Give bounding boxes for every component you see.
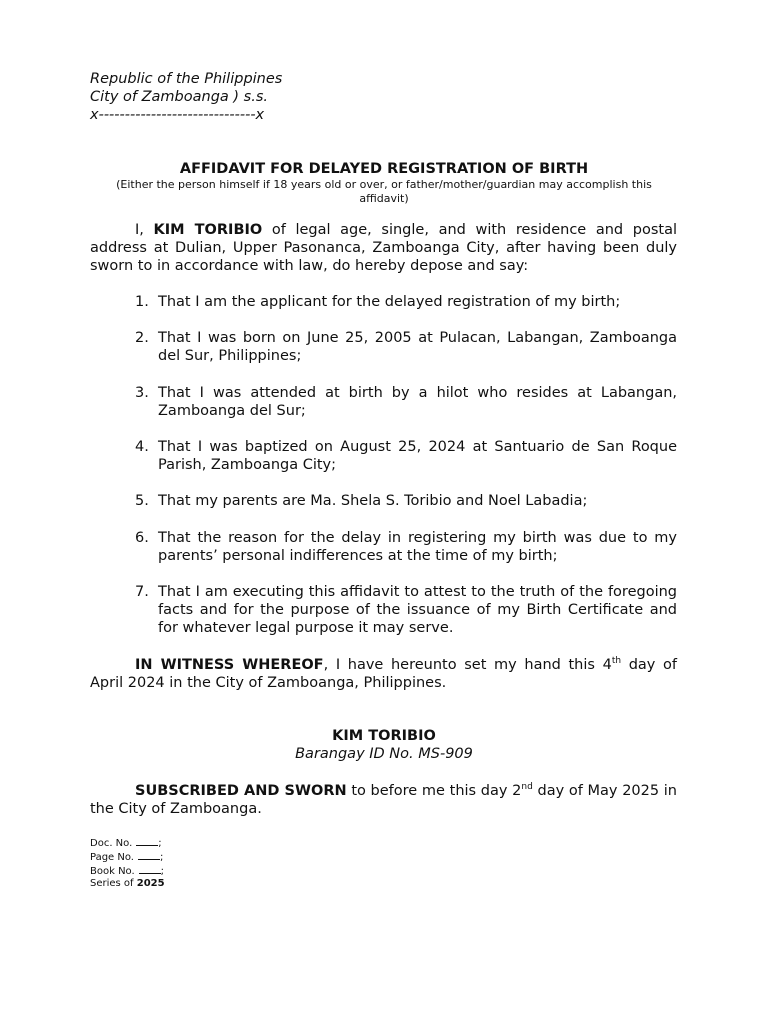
jurat-text-1: to before me this day 2 (346, 783, 522, 799)
book-no-blank (139, 864, 161, 874)
witness-lead: IN WITNESS WHEREOF (135, 657, 324, 673)
statement-item (90, 438, 677, 474)
caption-city: City of Zamboanga ) s.s. (90, 89, 269, 105)
series-label: Series of (90, 878, 137, 889)
book-no-label: Book No. (90, 866, 135, 877)
document-subtitle: (Either the person himself if 18 years old or over, or father/mother/guardian may accomplish this affidavit) (116, 178, 652, 205)
statement-text: That I was born on June 25, 2005 at Pulacan, Labangan, Zamboanga del Sur, Philippines; (158, 330, 677, 365)
venue-caption (90, 70, 282, 124)
intro-text: of legal age, single, and with residence and postal address at Dulian, Upper Pasonanca, Zamboanga City, after having been duly sworn to in accordance with law, do hereby depose and say: (90, 222, 677, 275)
jurat-lead: SUBSCRIBED AND SWORN (135, 783, 347, 799)
statement-item (90, 583, 677, 638)
witness-superscript: th (611, 656, 622, 667)
jurat-superscript: nd (521, 782, 533, 793)
statement-text: That I was attended at birth by a hilot who resides at Labangan, Zamboanga del Sur; (158, 384, 677, 419)
jurat-text-2: day of May 2025 in the City of Zamboanga. (90, 783, 677, 818)
statement-list (90, 293, 677, 656)
statement-number: 3. (135, 384, 149, 401)
caption-republic: Republic of the Philippines (90, 71, 283, 87)
statement-number: 4. (135, 439, 149, 456)
page-no-line (90, 850, 165, 864)
statement-item (90, 293, 677, 311)
document-title: AFFIDAVIT FOR DELAYED REGISTRATION OF BIRTH (179, 161, 589, 177)
statement-text: That I am the applicant for the delayed registration of my birth; (158, 294, 621, 310)
intro-prefix: I, (135, 222, 154, 238)
statement-item (90, 529, 677, 565)
statement-text: That the reason for the delay in registering my birth was due to my parents’ personal indifferences at the time of my birth; (158, 529, 677, 564)
witness-paragraph (90, 656, 677, 692)
intro-paragraph (90, 221, 677, 276)
notarial-register (90, 836, 165, 890)
doc-no-blank (136, 836, 158, 846)
page-no-label: Page No. (90, 852, 134, 863)
statement-text: That I was baptized on August 25, 2024 at Santuario de San Roque Parish, Zamboanga City; (158, 439, 677, 474)
series-line (90, 878, 165, 890)
book-no-suffix: ; (160, 866, 165, 877)
page-no-blank (138, 850, 160, 860)
statement-number: 1. (135, 294, 149, 310)
signatory-id: Barangay ID No. MS-909 (295, 746, 473, 762)
statement-item (90, 492, 677, 510)
statement-number: 2. (135, 330, 149, 347)
jurat-paragraph (90, 782, 677, 818)
doc-no-label: Doc. No. (90, 838, 133, 849)
statement-text: That my parents are Ma. Shela S. Toribio and Noel Labadia; (158, 493, 588, 510)
statement-text: That I am executing this affidavit to attest to the truth of the foregoing facts and for the purpose of the issuance of my Birth Certificate and for whatever legal purpose it may serve. (158, 584, 677, 637)
statement-number: 5. (135, 493, 149, 510)
statement-number: 7. (135, 584, 149, 601)
witness-text-2: day of April 2024 in the City of Zamboanga, Philippines. (90, 657, 677, 692)
witness-text-1: , I have hereunto set my hand this 4 (323, 657, 612, 673)
statement-item (90, 384, 677, 420)
statement-number: 6. (135, 529, 149, 546)
affiant-name: KIM TORIBIO (153, 222, 263, 238)
series-year: 2025 (136, 878, 165, 889)
doc-no-line (90, 836, 165, 850)
signatory-name: KIM TORIBIO (332, 728, 436, 744)
doc-no-suffix: ; (158, 838, 162, 849)
book-no-line (90, 864, 165, 878)
page-no-suffix: ; (160, 852, 164, 863)
caption-separator: x------------------------------x (90, 107, 265, 123)
statement-item (90, 329, 677, 365)
